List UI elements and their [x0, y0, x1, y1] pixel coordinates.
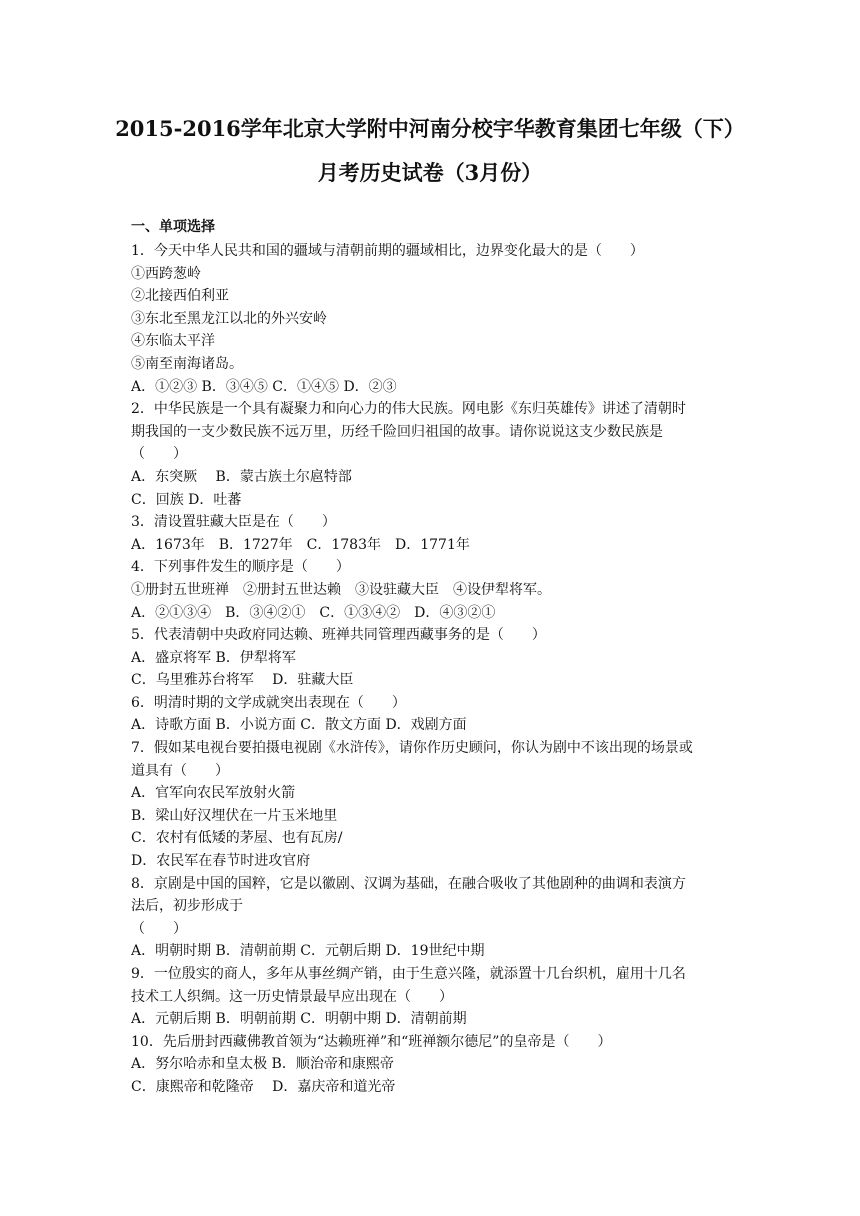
- question-text-line: 10．先后册封西藏佛教首领为“达赖班禅”和“班禅额尔德尼”的皇帝是（ ）: [131, 1033, 612, 1050]
- section-heading: 一、单项选择: [131, 219, 215, 235]
- question-text-line: 7．假如某电视台要拍摄电视剧《水浒传》，请你作历史顾问，你认为剧中不该出现的场景或: [131, 740, 693, 757]
- question-text-line: ③东北至黑龙江以北的外兴安岭: [131, 310, 327, 327]
- question-text-line: A．明朝时期 B．清朝前期 C．元朝后期 D．19世纪中期: [131, 943, 485, 960]
- question-text-line: ④东临太平洋: [131, 333, 215, 350]
- exam-title-line-1: 2015-2016学年北京大学附中河南分校宇华教育集团七年级（下）: [115, 116, 745, 141]
- question-text-line: ①册封五世班禅 ②册封五世达赖 ③设驻藏大臣 ④设伊犁将军。: [131, 581, 551, 598]
- question-text-line: A．东突厥 B．蒙古族土尔扈特部: [131, 468, 352, 485]
- question-text-line: A．诗歌方面 B．小说方面 C．散文方面 D．戏剧方面: [131, 717, 467, 734]
- question-text-line: B．梁山好汉埋伏在一片玉米地里: [131, 807, 338, 824]
- question-list: [131, 240, 741, 1099]
- question-text-line: C．康熙帝和乾隆帝 D．嘉庆帝和道光帝: [131, 1078, 396, 1095]
- question-text-line: A．官军向农民军放射火箭: [131, 785, 296, 802]
- question-text-line: 法后，初步形成于: [131, 898, 243, 915]
- question-text-line: D．农民军在春节时进攻官府: [131, 853, 311, 870]
- question-text-line: ⑤南至南海诸岛。: [131, 355, 243, 372]
- question-text-line: 2．中华民族是一个具有凝聚力和向心力的伟大民族。网电影《东归英雄传》讲述了清朝时: [131, 401, 686, 418]
- question-text-line: 1．今天中华人民共和国的疆域与清朝前期的疆域相比，边界变化最大的是（ ）: [131, 243, 644, 259]
- question-text-line: 技术工人织绸。这一历史情景最早应出现在（ ）: [131, 988, 453, 1005]
- question-text-line: A．努尔哈赤和皇太极 B．顺治帝和康熙帝: [131, 1056, 394, 1073]
- question-text-line: A．1673年 B．1727年 C．1783年 D．1771年: [131, 536, 470, 553]
- question-text-line: A．②①③④ B．③④②① C．①③④② D．④③②①: [131, 604, 496, 621]
- question-text-line: （ ）: [131, 920, 187, 937]
- question-text-line: （ ）: [131, 446, 187, 463]
- question-text-line: C．回族 D．吐蕃: [131, 491, 242, 508]
- question-text-line: 道具有（ ）: [131, 762, 229, 779]
- question-text-line: 8．京剧是中国的国粹，它是以徽剧、汉调为基础，在融合吸收了其他剧种的曲调和表演方: [131, 875, 686, 892]
- question-text-line: 4．下列事件发生的顺序是（ ）: [131, 559, 350, 576]
- question-text-line: A．盛京将军 B．伊犁将军: [131, 649, 296, 666]
- exam-title-line-2: 月考历史试卷（3月份）: [317, 160, 543, 185]
- question-text-line: ①西跨葱岭: [131, 265, 201, 282]
- question-text-line: ②北接西伯利亚: [131, 288, 229, 305]
- question-text-line: C．乌里雅苏台将军 D．驻藏大臣: [131, 672, 354, 689]
- question-text-line: 5．代表清朝中央政府同达赖、班禅共同管理西藏事务的是（ ）: [131, 627, 546, 644]
- question-text-line: C．农村有低矮的茅屋、也有瓦房/: [131, 830, 343, 847]
- question-text-line: A．①②③ B．③④⑤ C．①④⑤ D．②③: [131, 378, 397, 395]
- question-text-line: 3．清设置驻藏大臣是在（ ）: [131, 514, 336, 531]
- question-text-line: 期我国的一支少数民族不远万里，历经千险回归祖国的故事。请你说说这支少数民族是: [131, 423, 663, 440]
- question-text-line: 6．明清时期的文学成就突出表现在（ ）: [131, 694, 406, 711]
- question-text-line: A．元朝后期 B．明朝前期 C．明朝中期 D．清朝前期: [131, 1011, 467, 1028]
- question-text-line: 9．一位殷实的商人，多年从事丝绸产销，由于生意兴隆，就添置十几台织机，雇用十几名: [131, 966, 686, 982]
